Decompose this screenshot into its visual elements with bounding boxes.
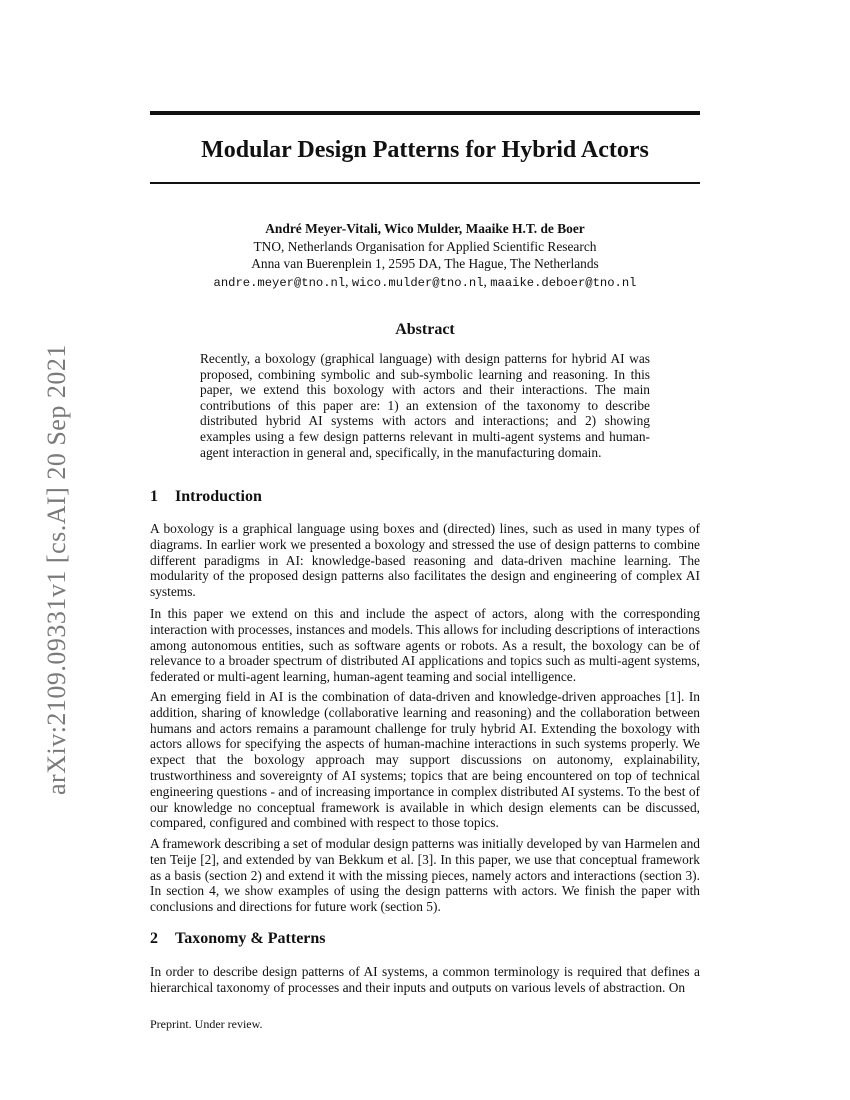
- arxiv-identifier-stamp: arXiv:2109.09331v1 [cs.AI] 20 Sep 2021: [42, 344, 71, 795]
- section-number: 2: [150, 930, 158, 947]
- author-address: Anna van Buerenplein 1, 2595 DA, The Hague, The Netherlands: [251, 256, 599, 271]
- abstract-heading: Abstract: [395, 321, 455, 338]
- section-title: Introduction: [175, 488, 262, 505]
- author-email[interactable]: wico.mulder@tno.nl: [351, 275, 484, 290]
- author-emails: andre.meyer@tno.nl, wico.mulder@tno.nl, maaike.deboer@tno.nl: [213, 273, 637, 290]
- paragraph: A framework describing a set of modular design patterns was initially developed by van Harmelen and ten Teije [2], and extended by van Bekkum et al. [3]. In this paper, we use that conceptual framework as a basis (section 2) and extend it with the missing pieces, namely actors and interactions (section 3). In section 4, we show examples of using the design patterns with actors. We finish the paper with conclusions and directions for future work (section 5).: [150, 836, 700, 915]
- author-names: André Meyer-Vitali, Wico Mulder, Maaike H.T. de Boer: [265, 221, 585, 236]
- paragraph: A boxology is a graphical language using boxes and (directed) lines, such as used in many types of diagrams. In earlier work we presented a boxology and stressed the use of design patterns to combine different paradigms in AI: knowledge-based reasoning and data-driven machine learning. The modularity of the proposed design patterns also facilitates the design and engineering of complex AI systems.: [150, 521, 700, 600]
- paragraph: In order to describe design patterns of AI systems, a common terminology is required that defines a hierarchical taxonomy of processes and their inputs and outputs on various levels of abstraction. On: [150, 964, 700, 995]
- paragraph: An emerging field in AI is the combination of data-driven and knowledge-driven approaches [1]. In addition, sharing of knowledge (collaborative learning and reasoning) and the collaboration between humans and actors remains a paramount challenge for truly hybrid AI. Extending the boxology with actors allows for specifying the aspects of human-machine interactions in such systems properly. We expect that the boxology approach may support discussions on autonomy, explainability, trustworthiness and sovereignty of AI systems; topics that are being encountered on top of technical engineering questions - and of increasing importance in complex distributed AI systems. To the best of our knowledge no conceptual framework is available in which design elements can be discussed, compared, configured and combined with respect to those topics.: [150, 689, 700, 831]
- author-email[interactable]: andre.meyer@tno.nl: [213, 275, 346, 290]
- author-block: [150, 220, 700, 292]
- paragraph: In this paper we extend on this and include the aspect of actors, along with the corresponding interaction with processes, instances and models. This allows for including descriptions of interactions among autonomous entities, such as software agents or robots. As a result, the boxology can be of relevance to a broader spectrum of distributed AI applications and topics such as multi-agent systems, federated or multi-agent learning, human-agent teaming and social intelligence.: [150, 606, 700, 685]
- footer-note: Preprint. Under review.: [150, 1017, 263, 1031]
- section-title: Taxonomy & Patterns: [175, 930, 326, 947]
- section-number: 1: [150, 488, 158, 505]
- abstract-text: Recently, a boxology (graphical language) with design patterns for hybrid AI was proposed, combining symbolic and sub-symbolic learning and reasoning. In this paper, we extend this boxology with actors and their interactions. The main contributions of this paper are: 1) an extension of the taxonomy to describe distributed hybrid AI systems with actors and interactions; and 2) showing examples using a few design patterns relevant in multi-agent systems and human-agent interaction in general and, specifically, in the manufacturing domain.: [200, 351, 650, 460]
- section-heading-taxonomy: [150, 930, 700, 948]
- author-affiliation: TNO, Netherlands Organisation for Applied Scientific Research: [253, 238, 597, 254]
- paper-title: Modular Design Patterns for Hybrid Actors: [201, 137, 649, 163]
- section-heading-introduction: [150, 488, 700, 506]
- title-rule-bottom: [150, 182, 700, 184]
- title-rule-top: [150, 111, 700, 115]
- author-email[interactable]: maaike.deboer@tno.nl: [490, 275, 637, 290]
